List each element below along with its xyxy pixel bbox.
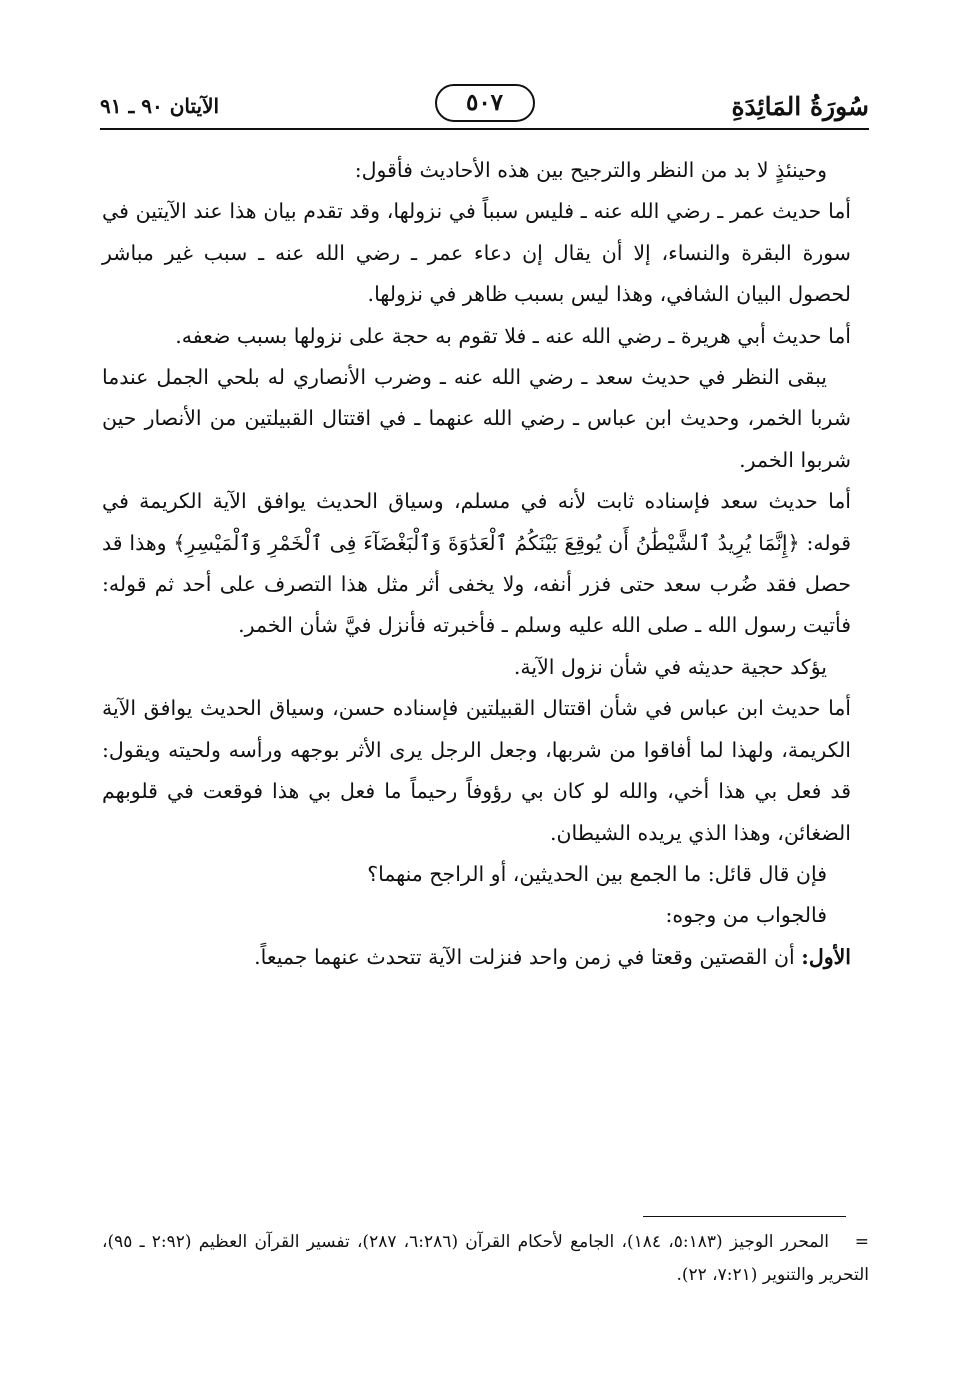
- paragraph-intro: وحينئذٍ لا بد من النظر والترجيح بين هذه الأحاديث فأقول:: [354, 158, 827, 182]
- surah-name-title: سُورَةُ المَائِدَةِ: [731, 92, 869, 121]
- paragraph-saad-ibn-abbas: يبقى النظر في حديث سعد ـ رضي الله عنه ـ وضرب الأنصاري له بلحي الجمل عندما شربا الخمر، وحديث ابن عباس ـ رضي الله عنهما ـ في اقتتال القبيلتين من الأنصار حين شربوا الخمر.: [102, 365, 851, 472]
- paragraph-ibn-abbas-hadith: أما حديث ابن عباس في شأن اقتتال القبيلتين فإسناده حسن، وسياق الحديث يوافق الآية الكريمة، ولهذا لما أفاقوا من شربها، وجعل الرجل يرى الأثر بوجهه ورأسه ولحيته ويقول: قد فعل بي هذا أخي، والله لو كان بي رؤوفاً رحيماً ما فعل بي هذا فوقعت في قلوبهم الضغائن، وهذا الذي يريده الشيطان.: [102, 696, 851, 845]
- footnote-continuation-marker: =: [854, 1232, 870, 1252]
- paragraph-answer-intro: فالجواب من وجوه:: [665, 903, 827, 928]
- paragraph-abu-hurayra-hadith: أما حديث أبي هريرة ـ رضي الله عنه ـ فلا تقوم به حجة على نزولها بسبب ضعفه.: [175, 323, 851, 348]
- header-divider: [100, 128, 869, 130]
- paragraph-umar-hadith: أما حديث عمر ـ رضي الله عنه ـ فليس سبباً في نزولها، وقد تقدم بيان هذا عند الآيتين في سورة البقرة والنساء، إلا أن يقال إن دعاء عمر ـ رضي الله عنه ـ سبب غير مباشر لحصول البيان الشافي، وهذا ليس بسبب ظاهر في نزولها.: [102, 199, 851, 307]
- footnote: [102, 1226, 869, 1292]
- main-text: [102, 150, 851, 978]
- paragraph-question: فإن قال قائل: ما الجمع بين الحديثين، أو الراجح منهما؟: [367, 861, 827, 886]
- paragraph-confirmation: يؤكد حجية حديثه في شأن نزول الآية.: [513, 654, 827, 679]
- answer-one-text: أن القصتين وقعتا في زمن واحد فنزلت الآية تتحدث عنهما جميعاً.: [254, 944, 802, 969]
- paragraph-answer-one: [102, 937, 851, 978]
- footnote-divider: [643, 1216, 846, 1217]
- page-number-badge: ٥٠٧: [435, 84, 535, 122]
- footnote-text: المحرر الوجيز (٥:١٨٣، ١٨٤)، الجامع لأحكام القرآن (٦:٢٨٦، ٢٨٧)، تفسير القرآن العظيم (٢:٩٢ ـ ٩٥)، التحرير والتنوير (٧:٢١، ٢٢).: [102, 1232, 869, 1285]
- verse-range-label: الآيتان ٩٠ ـ ٩١: [100, 94, 220, 118]
- page-header: [100, 82, 869, 130]
- answer-one-label: الأول:: [801, 944, 851, 969]
- paragraph-saad-hadith: أما حديث سعد فإسناده ثابت لأنه في مسلم، وسياق الحديث يوافق الآية الكريمة في قوله: ﴿إِنَّمَا يُرِيدُ ٱلشَّيْطَٰنُ أَن يُوقِعَ بَيْنَكُمُ ٱلْعَدَٰوَةَ وَٱلْبَغْضَآءَ فِى ٱلْخَمْرِ وَٱلْمَيْسِرِ﴾ وهذا قد حصل فقد ضُرب سعد حتى فزر أنفه، ولا يخفى أثر مثل هذا التصرف على أحد ثم قوله: فأتيت رسول الله ـ صلى الله عليه وسلم ـ فأخبرته فأنزل فيَّ شأن الخمر.: [102, 489, 851, 638]
